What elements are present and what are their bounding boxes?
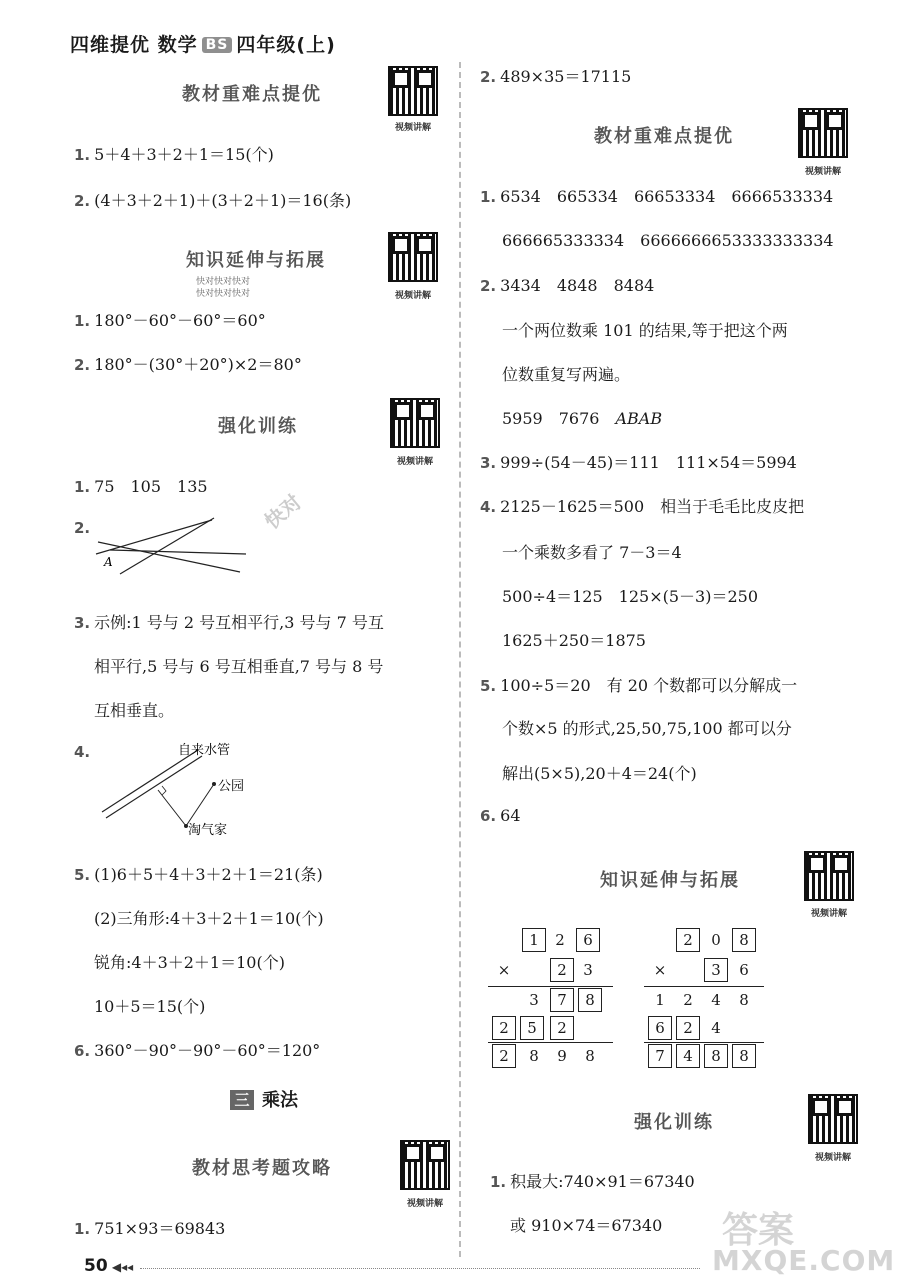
answer-line: (2)三角形:4＋3＋2＋1＝10(个): [94, 909, 324, 928]
video-explain-label: 视频讲解: [396, 457, 433, 467]
vertical-multiplication-2: [644, 928, 764, 1076]
answer-line: 1. 积最大:740×91＝67340: [490, 1172, 695, 1191]
column-divider: [459, 62, 461, 1257]
answer-line: 互相垂直。: [94, 701, 175, 720]
digit-box: 2: [550, 958, 574, 982]
video-explain-label: 视频讲解: [406, 1199, 443, 1209]
qr-code-icon[interactable]: [400, 1140, 450, 1190]
qr-code-icon[interactable]: [808, 1094, 858, 1144]
home-label: 淘气家: [188, 823, 228, 838]
answer-line: 4.: [74, 743, 91, 761]
answer-line: 个数×5 的形式,25,50,75,100 都可以分: [502, 719, 792, 738]
section-title-extension: 知识延伸与拓展: [600, 870, 740, 891]
answer-line: 6. 64: [480, 806, 521, 825]
digit: 8: [585, 1047, 595, 1065]
answer-line: 2.: [74, 519, 91, 537]
section-title-key-points: 教材重难点提优: [182, 84, 322, 105]
answer-line: 1. 75 105 135: [74, 477, 208, 496]
digit-box: 2: [492, 1016, 516, 1040]
digit-box: 6: [576, 928, 600, 952]
digit: 4: [711, 1019, 721, 1037]
digit: 8: [739, 991, 749, 1009]
answer-line: 相平行,5 号与 6 号互相垂直,7 号与 8 号: [94, 657, 384, 676]
digit-box: 7: [550, 988, 574, 1012]
digit-box: 6: [648, 1016, 672, 1040]
answer-line: 3. 示例:1 号与 2 号互相平行,3 号与 7 号互: [74, 613, 384, 632]
point-label: A: [104, 555, 113, 569]
answer-line: 1. 751×93＝69843: [74, 1219, 226, 1238]
answer-line: 5959 7676 ABAB: [502, 409, 663, 428]
chapter-title: 乘法: [262, 1090, 298, 1111]
qr-code-icon[interactable]: [798, 108, 848, 158]
digit-box: 2: [676, 1016, 700, 1040]
answer-line: 一个两位数乘 101 的结果,等于把这个两: [502, 321, 788, 340]
answer-line: 2. 3434 4848 8484: [480, 276, 655, 295]
digit: 0: [711, 931, 721, 949]
book-title: 四维提优 数学: [70, 34, 198, 56]
digit: 3: [529, 991, 539, 1009]
watermark-text: 快对快对快对: [196, 277, 251, 287]
video-explain-label: 视频讲解: [394, 291, 431, 301]
digit: 6: [739, 961, 749, 979]
digit: 9: [557, 1047, 567, 1065]
edition-badge: BS: [202, 37, 233, 53]
watermark-site: MXQE.COM: [712, 1244, 896, 1277]
section-title-training: 强化训练: [218, 416, 298, 437]
answer-line: 锐角:4＋3＋2＋1＝10(个): [94, 953, 285, 972]
times-sign: ×: [497, 961, 511, 979]
answer-line: 解出(5×5),20＋4＝24(个): [502, 764, 697, 783]
answer-line: 6. 360°－90°－90°－60°＝120°: [74, 1041, 321, 1060]
video-explain-label: 视频讲解: [394, 123, 431, 133]
qr-code-icon[interactable]: [804, 851, 854, 901]
answer-line: 1. 6534 665334 66653334 6666533334: [480, 187, 834, 206]
section-title-key-points: 教材重难点提优: [594, 126, 734, 147]
chapter-heading: [230, 1086, 298, 1112]
qr-code-icon[interactable]: [390, 398, 440, 448]
answer-line: 2. 180°－(30°＋20°)×2＝80°: [74, 355, 302, 374]
video-explain-label: 视频讲解: [814, 1153, 851, 1163]
answer-line: 5. 100÷5＝20 有 20 个数都可以分解成一: [480, 676, 798, 695]
answer-line: 500÷4＝125 125×(5－3)＝250: [502, 587, 758, 606]
digit-box: 1: [522, 928, 546, 952]
digit-box: 8: [732, 928, 756, 952]
digit: 1: [655, 991, 665, 1009]
digit-box: 8: [732, 1044, 756, 1068]
answer-line: 10＋5＝15(个): [94, 997, 206, 1016]
digit-box: 8: [704, 1044, 728, 1068]
answer-line: 4. 2125－1625＝500 相当于毛毛比皮皮把: [480, 497, 805, 516]
digit-box: 2: [492, 1044, 516, 1068]
answer-line: 3. 999÷(54－45)＝111 111×54＝5994: [480, 453, 797, 472]
answer-line: 5. (1)6＋5＋4＋3＋2＋1＝21(条): [74, 865, 323, 884]
digit-box: 3: [704, 958, 728, 982]
answer-line: 2. (4＋3＋2＋1)＋(3＋2＋1)＝16(条): [74, 191, 352, 210]
water-pipe-figure: [96, 738, 276, 842]
video-explain-label: 视频讲解: [804, 167, 841, 177]
answer-line: 或 910×74＝67340: [510, 1216, 663, 1235]
digit-box: 5: [520, 1016, 544, 1040]
digit-box: 8: [578, 988, 602, 1012]
digit-box: 2: [550, 1016, 574, 1040]
answer-line: 1625＋250＝1875: [502, 631, 646, 650]
answer-line: 位数重复写两遍。: [502, 365, 631, 384]
digit: 4: [711, 991, 721, 1009]
section-title-extension: 知识延伸与拓展: [186, 250, 326, 271]
times-sign: ×: [653, 961, 667, 979]
answer-line: 666665333334 6666666653333333334: [502, 231, 834, 250]
footer-rule: [140, 1268, 700, 1269]
answer-line: 1. 5＋4＋3＋2＋1＝15(个): [74, 145, 274, 164]
chapter-number: 三: [230, 1090, 254, 1110]
answer-line: 2. 489×35＝17115: [480, 67, 632, 86]
section-title-thinking: 教材思考题攻略: [192, 1158, 332, 1179]
digit-box: 4: [676, 1044, 700, 1068]
answer-line: 一个乘数多看了 7－3＝4: [502, 543, 682, 562]
park-label: 公园: [218, 779, 245, 794]
watermark-answer: 答案: [722, 1210, 795, 1251]
digit: 2: [555, 931, 565, 949]
digit: 8: [529, 1047, 539, 1065]
digit: 2: [683, 991, 693, 1009]
section-title-training: 强化训练: [634, 1112, 714, 1133]
page-number: 50 ◀◂◂: [84, 1256, 134, 1276]
qr-code-icon[interactable]: [388, 66, 438, 116]
video-explain-label: 视频讲解: [810, 909, 847, 919]
parallel-lines-figure: [90, 512, 250, 578]
answer-line: 1. 180°－60°－60°＝60°: [74, 311, 266, 330]
digit: 3: [583, 961, 593, 979]
qr-code-icon[interactable]: [388, 232, 438, 282]
grade-label: 四年级(上): [236, 34, 336, 56]
watermark-brand: 快对: [259, 489, 306, 534]
digit-box: 7: [648, 1044, 672, 1068]
digit-box: 2: [676, 928, 700, 952]
watermark-text: 快对快对快对: [196, 289, 251, 299]
pipe-label: 自来水管: [178, 743, 231, 758]
book-header: [70, 30, 336, 57]
vertical-multiplication-1: [488, 928, 613, 1076]
